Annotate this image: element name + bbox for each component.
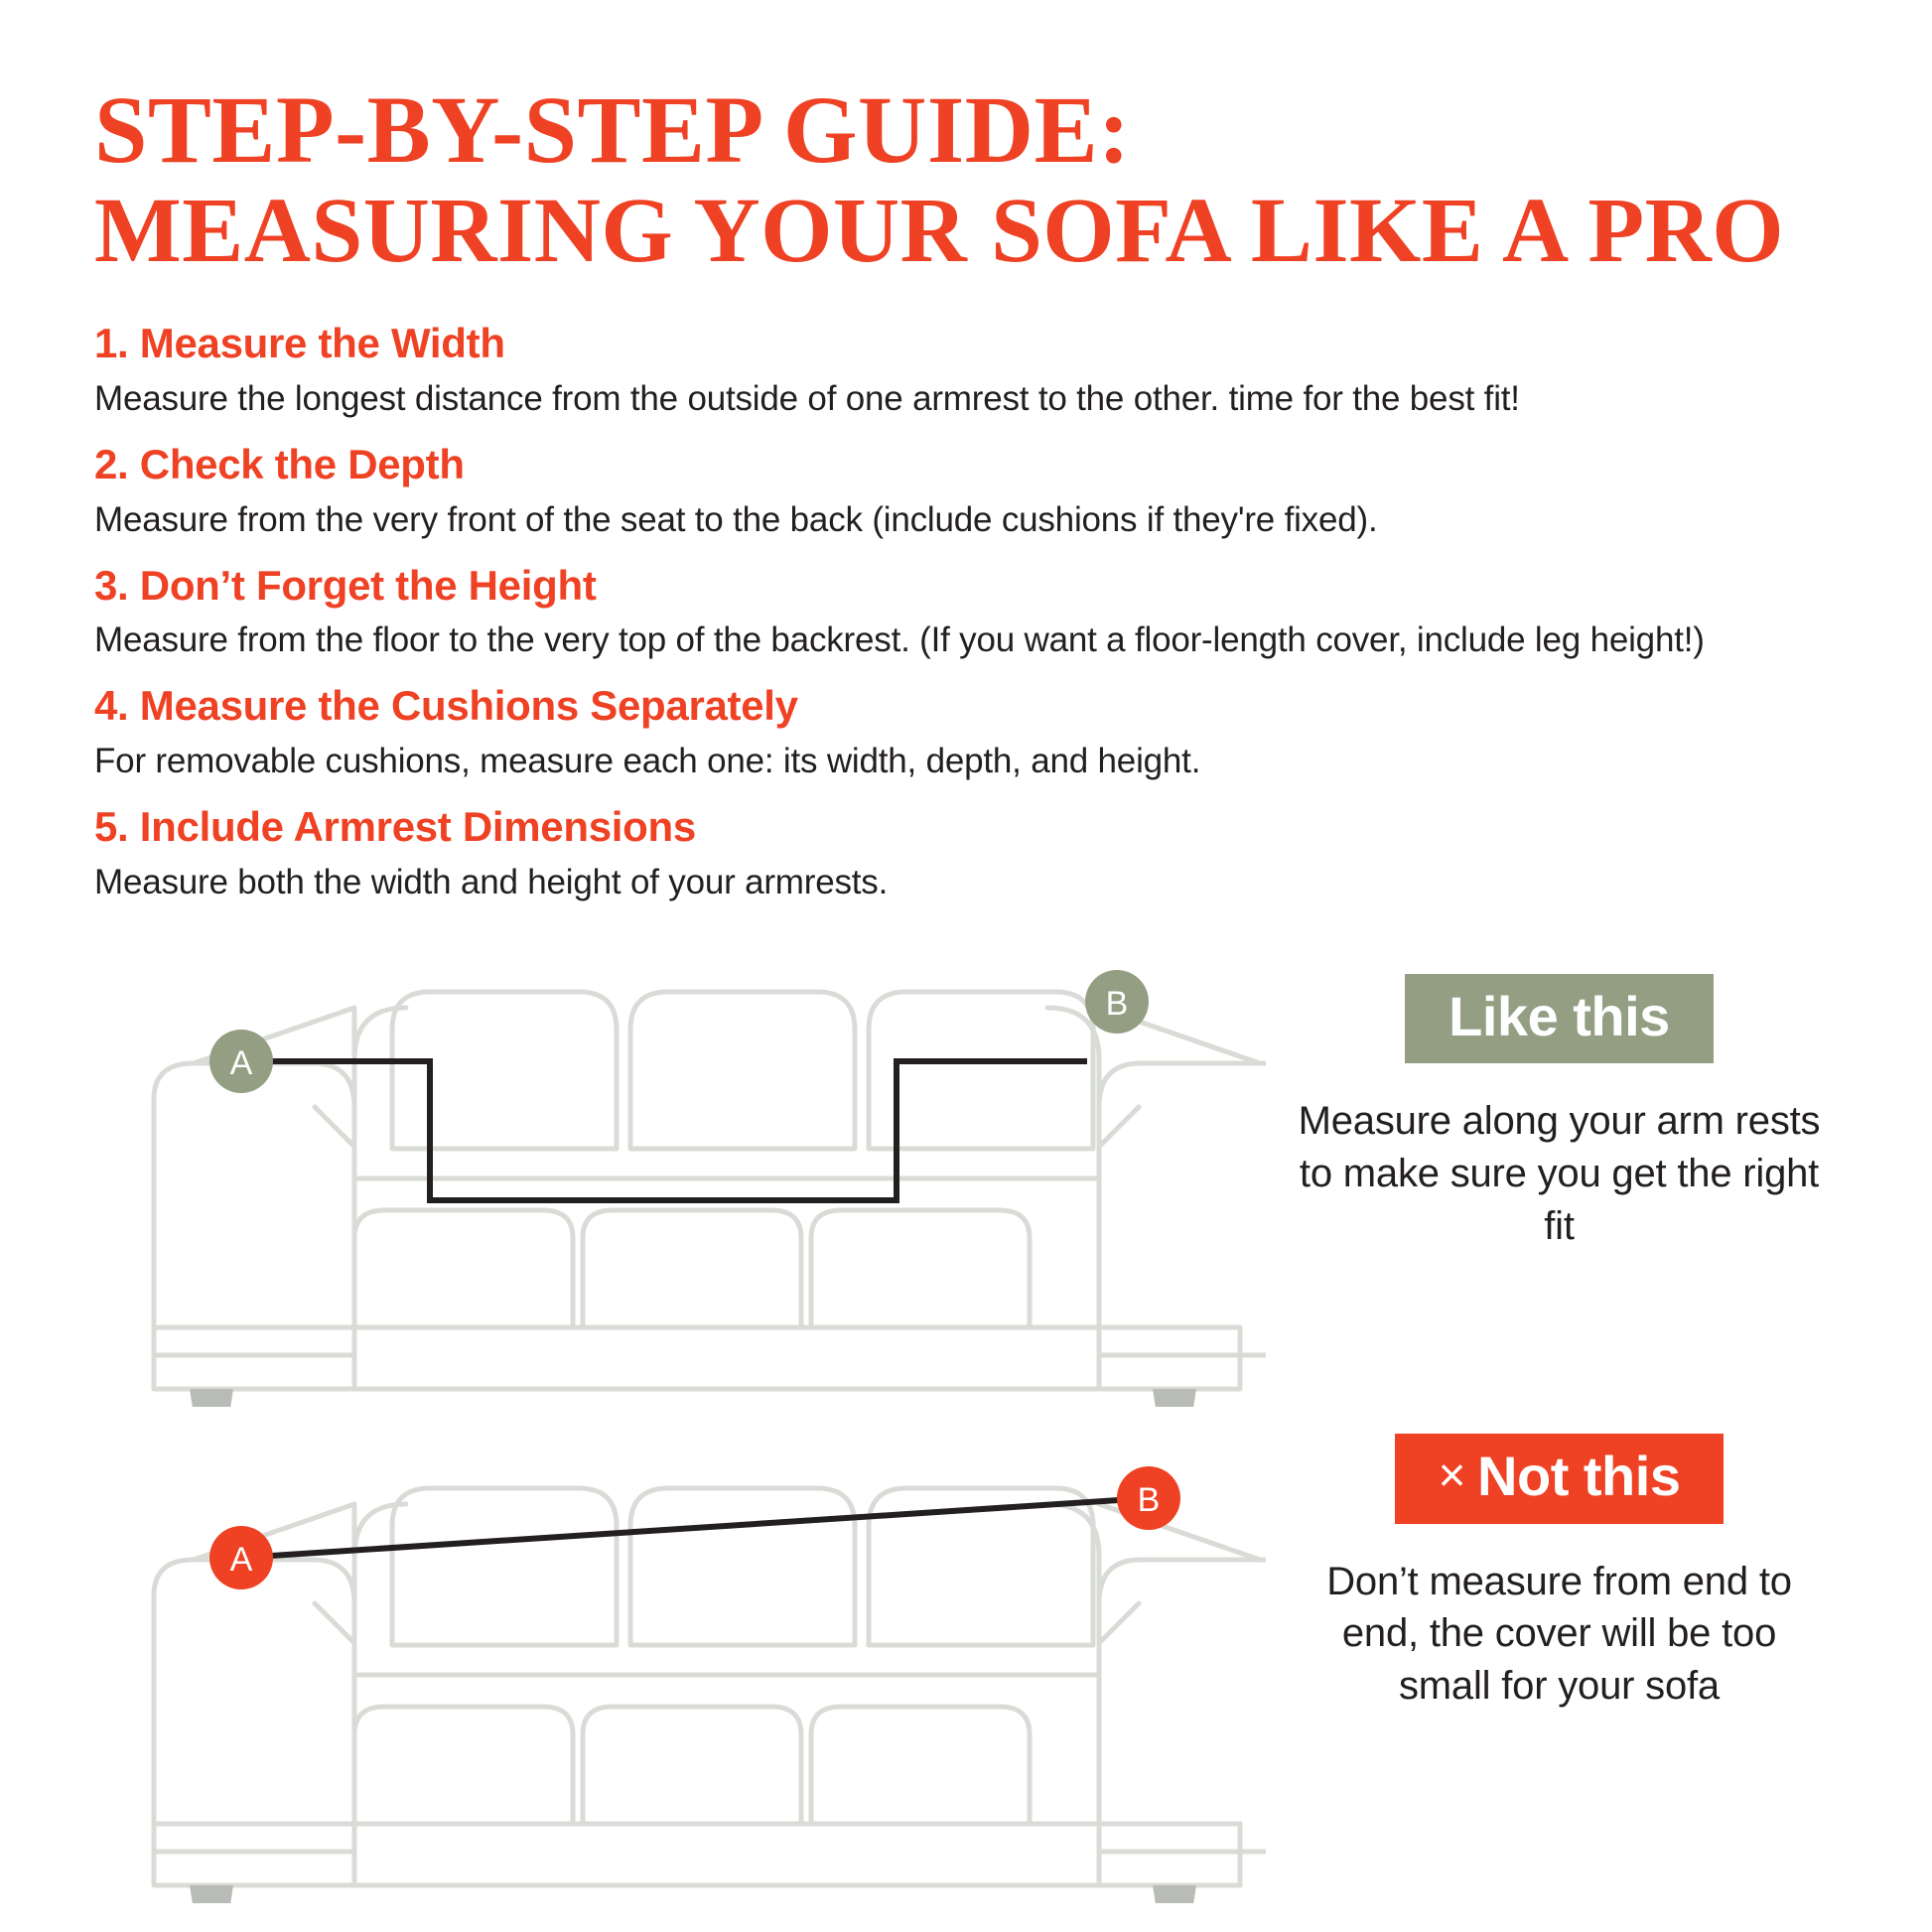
marker-a-correct	[209, 1030, 273, 1093]
steps-list	[94, 316, 1843, 905]
sofa-diagram-correct	[94, 940, 1266, 1407]
step-body: For removable cushions, measure each one: its width, depth, and height.	[94, 741, 1201, 780]
step-body: Measure the longest distance from the outside of one armrest to the other. time for the best fit!	[94, 378, 1520, 418]
callout-like-this	[1276, 974, 1843, 1253]
marker-a-incorrect	[209, 1526, 273, 1589]
step-item	[94, 316, 1843, 423]
step-body: Measure from the floor to the very top of the backrest. (If you want a floor-length cover, include leg height!)	[94, 621, 1705, 660]
step-body: Measure from the very front of the seat to the back (include cushions if they're fixed).	[94, 499, 1378, 539]
step-heading: 1. Measure the Width	[94, 320, 505, 367]
callout-column	[1266, 940, 1843, 1713]
step-heading: 4. Measure the Cushions Separately	[94, 682, 798, 730]
sofa-legs	[190, 1885, 1196, 1903]
step-heading: 5. Include Armrest Dimensions	[94, 802, 696, 850]
badge-not-this	[1395, 1434, 1725, 1524]
marker-b-incorrect	[1117, 1466, 1180, 1530]
callout-like-this-text: Measure along your arm rests to make sure you get the right fit	[1298, 1099, 1821, 1249]
sofa-correct-svg	[94, 940, 1266, 1407]
cross-icon: ×	[1438, 1449, 1466, 1502]
callout-not-this-text: Don’t measure from end to end, the cover will be too small for your sofa	[1326, 1559, 1792, 1709]
marker-b-correct	[1085, 970, 1149, 1034]
badge-like-this	[1405, 974, 1714, 1064]
badge-not-this-label: Not this	[1477, 1444, 1681, 1507]
page-title-line-1: STEP-BY-STEP GUIDE:	[94, 76, 1131, 183]
sofa-legs	[190, 1389, 1196, 1407]
page-title-line-2: MEASURING YOUR SOFA LIKE A PRO	[94, 179, 1785, 282]
marker-a-label: A	[229, 1043, 253, 1082]
step-item	[94, 799, 1843, 906]
step-heading: 2. Check the Depth	[94, 440, 465, 487]
sofa-incorrect-svg	[94, 1437, 1266, 1903]
marker-b-label: B	[1137, 1480, 1161, 1519]
callout-not-this	[1276, 1434, 1843, 1713]
sofa-diagrams	[94, 940, 1266, 1903]
marker-b-label: B	[1105, 984, 1129, 1023]
illustration-section	[94, 940, 1843, 1903]
step-item	[94, 437, 1843, 544]
page-title	[94, 76, 1843, 282]
step-item	[94, 558, 1843, 665]
badge-like-this-label: Like this	[1449, 984, 1670, 1047]
sofa-diagram-incorrect	[94, 1437, 1266, 1903]
step-body: Measure both the width and height of your armrests.	[94, 862, 889, 901]
step-heading: 3. Don’t Forget the Height	[94, 561, 597, 609]
marker-a-label: A	[229, 1540, 253, 1579]
step-item	[94, 678, 1843, 785]
